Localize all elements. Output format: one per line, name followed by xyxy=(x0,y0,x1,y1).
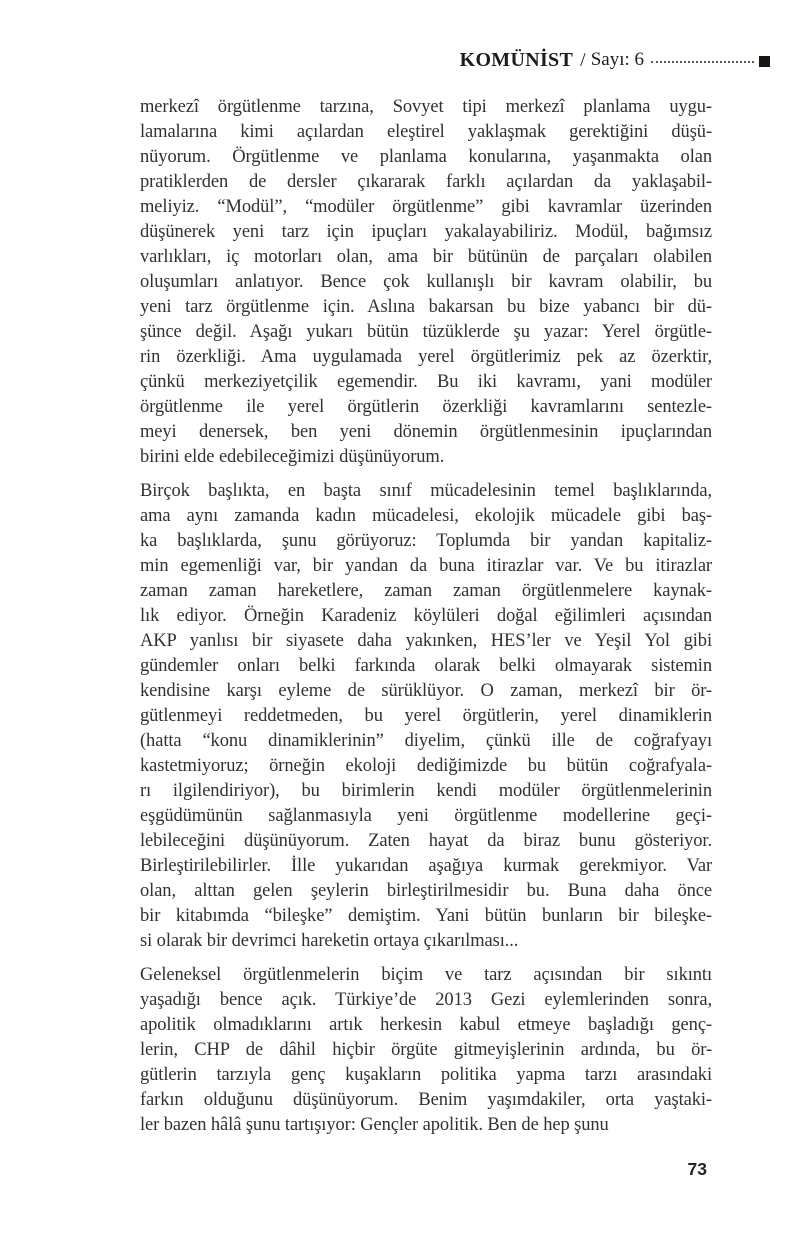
text-line: şünce değil. Aşağı yukarı bütün tüzüklerde şu yazar: Yerel örgütle- xyxy=(140,322,712,342)
text-line: ler bazen hâlâ şunu tartışıyor: Gençler apolitik. Ben de hep şunu xyxy=(140,1115,609,1135)
dotted-leader-line xyxy=(651,61,754,63)
text-line: min egemenliği var, bir yandan da buna itirazlar var. Ve bu itirazlar xyxy=(140,556,712,576)
text-line: rı ilgilendiriyor), bu birimlerin kendi modüler örgütlenmelerinin xyxy=(140,781,712,801)
text-line: düşünerek yeni tarz için ipuçları yakalayabiliriz. Modül, bağımsız xyxy=(140,222,712,242)
paragraph-1 xyxy=(140,95,712,470)
text-line: kendisine karşı eyleme de sürüklüyor. O zaman, merkezî bir ör- xyxy=(140,681,712,701)
text-line: lerin, CHP de dâhil hiçbir örgüte gitmeyişlerinin ardında, bu ör- xyxy=(140,1040,712,1060)
text-line: lebileceğini düşünüyorum. Zaten hayat da biraz bunu gösteriyor. xyxy=(140,831,712,851)
text-line: merkezî örgütlenme tarzına, Sovyet tipi merkezî planlama uygu- xyxy=(140,97,712,117)
text-line: meyi denersek, ben yeni dönemin örgütlenmesinin ipuçlarından xyxy=(140,422,712,442)
text-line: yaşadığı bence açık. Türkiye’de 2013 Gezi eylemlerinden sonra, xyxy=(140,990,712,1010)
text-line: ka başlıklarda, şunu görüyoruz: Toplumda bir yandan kapitaliz- xyxy=(140,531,712,551)
text-line: apolitik olmadıklarını artık herkesin kabul etmeye başladığı genç- xyxy=(140,1015,712,1035)
paragraph-3 xyxy=(140,963,712,1138)
header-separator: / xyxy=(580,48,586,71)
journal-title: KOMÜNİST xyxy=(459,48,574,71)
text-line: rin özerkliği. Ama uygulamada yerel örgütlerimiz pek az özerktir, xyxy=(140,347,712,367)
text-line: Birçok başlıkta, en başta sınıf mücadelesinin temel başlıklarında, xyxy=(140,481,712,501)
text-line: ama aynı zamanda kadın mücadelesi, ekolojik mücadele gibi baş- xyxy=(140,506,712,526)
text-line: zaman zaman hareketlere, zaman zaman örgütlenmelere kaynak- xyxy=(140,581,712,601)
text-line: yeni tarz örgütlenme için. Aslına bakarsan bu bize yabancı bir dü- xyxy=(140,297,712,317)
text-line: gündemler onları belki farkında olarak belki olmayarak sistemin xyxy=(140,656,712,676)
page-body-text xyxy=(140,95,712,1147)
text-line: nüyorum. Örgütlenme ve planlama konularına, yaşanmakta olan xyxy=(140,147,712,167)
text-line: gütlenmeyi reddetmeden, bu yerel örgütlerin, yerel dinamiklerin xyxy=(140,706,712,726)
text-line: oluşumları anlatıyor. Bence çok kullanışlı bir kavram olabilir, bu xyxy=(140,272,712,292)
text-line: eşgüdümünün sağlanmasıyla yeni örgütlenme modellerine geçi- xyxy=(140,806,712,826)
text-line: Geleneksel örgütlenmelerin biçim ve tarz açısından bir sıkıntı xyxy=(140,965,712,985)
text-line: örgütlenme ile yerel örgütlerin özerkliği kavramlarını sentezle- xyxy=(140,397,712,417)
text-line: meliyiz. “Modül”, “modüler örgütlenme” gibi kavramlar üzerinden xyxy=(140,197,712,217)
text-line: farkın olduğunu düşünüyorum. Benim yaşımdakiler, orta yaştaki- xyxy=(140,1090,712,1110)
text-line: Birleştirilebilirler. İlle yukarıdan aşağıya kurmak gerekmiyor. Var xyxy=(140,856,712,876)
square-end-marker-icon xyxy=(759,56,770,67)
text-line: birini elde edebileceğimizi düşünüyorum. xyxy=(140,447,445,467)
text-line: lamalarına kimi açılardan eleştirel yaklaşmak gerektiğini düşü- xyxy=(140,122,712,142)
running-header xyxy=(0,48,770,72)
issue-number: Sayı: 6 xyxy=(590,49,644,70)
text-line: gütlerin tarzıyla genç kuşakların politika yapma tarzı arasındaki xyxy=(140,1065,712,1085)
text-line: AKP yanlısı bir siyasete daha yakınken, HES’ler ve Yeşil Yol gibi xyxy=(140,631,712,651)
text-line: lık ediyor. Örneğin Karadeniz köylüleri doğal eğilimleri açısından xyxy=(140,606,712,626)
text-line: bir kitabımda “bileşke” demiştim. Yani bütün bunların bir bileşke- xyxy=(140,906,712,926)
text-line: çünkü merkeziyetçilik egemendir. Bu iki kavramı, yani modüler xyxy=(140,372,712,392)
text-line: kastetmiyoruz; örneğin ekoloji dediğimizde bu bütün coğrafyala- xyxy=(140,756,712,776)
text-line: olan, alttan gelen şeylerin birleştirilmesidir bu. Buna daha önce xyxy=(140,881,712,901)
page-number: 73 xyxy=(687,1159,707,1179)
text-line: varlıkları, iç motorları olan, ama bir bütünün de parçaları olabilen xyxy=(140,247,712,267)
text-line: si olarak bir devrimci hareketin ortaya çıkarılması... xyxy=(140,931,519,951)
text-line: (hatta “konu dinamiklerinin” diyelim, çünkü ille de coğrafyayı xyxy=(140,731,712,751)
paragraph-2 xyxy=(140,479,712,954)
text-line: pratiklerden de dersler çıkararak farklı açılardan da yaklaşabil- xyxy=(140,172,712,192)
